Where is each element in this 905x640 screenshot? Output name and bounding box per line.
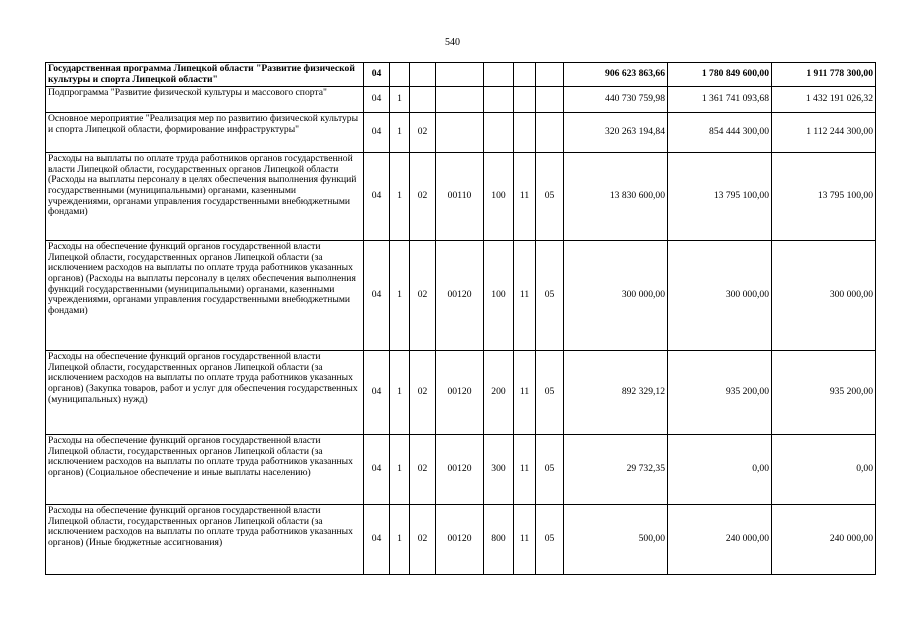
amount-cell-1: 906 623 863,66: [564, 63, 668, 87]
code-program-cell: 04: [364, 63, 390, 87]
code-subsection-cell: [536, 113, 564, 153]
code-subsection-cell: 05: [536, 435, 564, 505]
code-subsection-cell: [536, 63, 564, 87]
code-section-cell: 11: [514, 153, 536, 241]
amount-cell-1: 29 732,35: [564, 435, 668, 505]
row-name-cell: Подпрограмма "Развитие физической культуры и массового спорта": [46, 87, 364, 113]
code-direction-cell: 00120: [436, 435, 484, 505]
amount-cell-2: 240 000,00: [668, 505, 772, 575]
code-expense-type-cell: 300: [484, 435, 514, 505]
amount-cell-3: 300 000,00: [772, 241, 876, 351]
code-subsection-cell: 05: [536, 241, 564, 351]
code-direction-cell: 00120: [436, 241, 484, 351]
code-direction-cell: 00120: [436, 505, 484, 575]
amount-cell-1: 440 730 759,98: [564, 87, 668, 113]
amount-cell-2: 300 000,00: [668, 241, 772, 351]
row-name-cell: Расходы на обеспечение функций органов государственной власти Липецкой области, государственных органов Липецкой области (за исключением расходов на выплаты по оплате труда работников указанных органов) (Иные бюджетные ассигнования): [46, 505, 364, 575]
code-event-cell: 02: [410, 153, 436, 241]
table-row: [46, 241, 876, 351]
code-program-cell: 04: [364, 435, 390, 505]
amount-cell-2: 1 361 741 093,68: [668, 87, 772, 113]
code-program-cell: 04: [364, 87, 390, 113]
row-name-cell: Расходы на обеспечение функций органов государственной власти Липецкой области, государственных органов Липецкой области (за исключением расходов на выплаты по оплате труда работников указанных органов) (Закупка товаров, работ и услуг для обеспечения государственных (муниципальных) нужд): [46, 351, 364, 435]
code-expense-type-cell: 800: [484, 505, 514, 575]
code-event-cell: 02: [410, 351, 436, 435]
code-event-cell: 02: [410, 505, 436, 575]
code-subsection-cell: 05: [536, 505, 564, 575]
code-program-cell: 04: [364, 351, 390, 435]
code-direction-cell: [436, 63, 484, 87]
row-name-cell: Расходы на обеспечение функций органов государственной власти Липецкой области, государственных органов Липецкой области (за исключением расходов на выплаты по оплате труда работников указанных органов) (Социальное обеспечение и иные выплаты населению): [46, 435, 364, 505]
row-name-cell: Государственная программа Липецкой области "Развитие физической культуры и спорта Липецкой области": [46, 63, 364, 87]
row-name-cell: Расходы на обеспечение функций органов государственной власти Липецкой области, государственных органов Липецкой области (за исключением расходов на выплаты по оплате труда работников указанных органов) (Расходы на выплаты персоналу в целях обеспечения выполнения функций государственными (муниципальными) органами, казенными учреждениями, органами управления государственными внебюджетными фондами): [46, 241, 364, 351]
table-row: [46, 87, 876, 113]
code-section-cell: 11: [514, 505, 536, 575]
amount-cell-1: 300 000,00: [564, 241, 668, 351]
amount-cell-1: 13 830 600,00: [564, 153, 668, 241]
code-event-cell: 02: [410, 435, 436, 505]
amount-cell-3: 0,00: [772, 435, 876, 505]
code-subprogram-cell: 1: [390, 153, 410, 241]
code-direction-cell: 00110: [436, 153, 484, 241]
table-row: [46, 113, 876, 153]
code-section-cell: [514, 87, 536, 113]
code-section-cell: 11: [514, 351, 536, 435]
amount-cell-1: 500,00: [564, 505, 668, 575]
code-expense-type-cell: 100: [484, 153, 514, 241]
code-subsection-cell: 05: [536, 153, 564, 241]
code-expense-type-cell: [484, 87, 514, 113]
row-name-cell: Основное мероприятие "Реализация мер по развитию физической культуры и спорта Липецкой области, формирование инфраструктуры": [46, 113, 364, 153]
table-row: [46, 505, 876, 575]
amount-cell-2: 13 795 100,00: [668, 153, 772, 241]
amount-cell-3: 1 911 778 300,00: [772, 63, 876, 87]
code-program-cell: 04: [364, 241, 390, 351]
code-subprogram-cell: 1: [390, 87, 410, 113]
code-program-cell: 04: [364, 113, 390, 153]
table-row: [46, 435, 876, 505]
code-subprogram-cell: 1: [390, 351, 410, 435]
page-number: 540: [445, 37, 460, 48]
amount-cell-2: 1 780 849 600,00: [668, 63, 772, 87]
amount-cell-3: 935 200,00: [772, 351, 876, 435]
code-event-cell: [410, 63, 436, 87]
row-name-cell: Расходы на выплаты по оплате труда работников органов государственной власти Липецкой области, государственных органов Липецкой области (Расходы на выплаты персоналу в целях обеспечения выполнения функций государственными (муниципальными) органами, казенными учреждениями, органами управления государственными внебюджетными фондами): [46, 153, 364, 241]
amount-cell-1: 892 329,12: [564, 351, 668, 435]
code-subprogram-cell: 1: [390, 505, 410, 575]
code-program-cell: 04: [364, 153, 390, 241]
code-direction-cell: 00120: [436, 351, 484, 435]
amount-cell-2: 0,00: [668, 435, 772, 505]
code-subprogram-cell: 1: [390, 435, 410, 505]
code-subsection-cell: 05: [536, 351, 564, 435]
code-direction-cell: [436, 113, 484, 153]
amount-cell-3: 1 112 244 300,00: [772, 113, 876, 153]
code-section-cell: [514, 63, 536, 87]
code-section-cell: [514, 113, 536, 153]
table-row: [46, 351, 876, 435]
amount-cell-1: 320 263 194,84: [564, 113, 668, 153]
code-expense-type-cell: 100: [484, 241, 514, 351]
code-expense-type-cell: [484, 63, 514, 87]
code-direction-cell: [436, 87, 484, 113]
code-subsection-cell: [536, 87, 564, 113]
code-event-cell: 02: [410, 241, 436, 351]
code-subprogram-cell: 1: [390, 113, 410, 153]
amount-cell-3: 1 432 191 026,32: [772, 87, 876, 113]
amount-cell-3: 240 000,00: [772, 505, 876, 575]
code-section-cell: 11: [514, 435, 536, 505]
amount-cell-2: 854 444 300,00: [668, 113, 772, 153]
code-section-cell: 11: [514, 241, 536, 351]
code-subprogram-cell: 1: [390, 241, 410, 351]
table-row: [46, 63, 876, 87]
code-event-cell: [410, 87, 436, 113]
code-expense-type-cell: [484, 113, 514, 153]
code-expense-type-cell: 200: [484, 351, 514, 435]
amount-cell-2: 935 200,00: [668, 351, 772, 435]
table-row: [46, 153, 876, 241]
code-subprogram-cell: [390, 63, 410, 87]
code-program-cell: 04: [364, 505, 390, 575]
budget-table: [45, 62, 876, 575]
amount-cell-3: 13 795 100,00: [772, 153, 876, 241]
code-event-cell: 02: [410, 113, 436, 153]
